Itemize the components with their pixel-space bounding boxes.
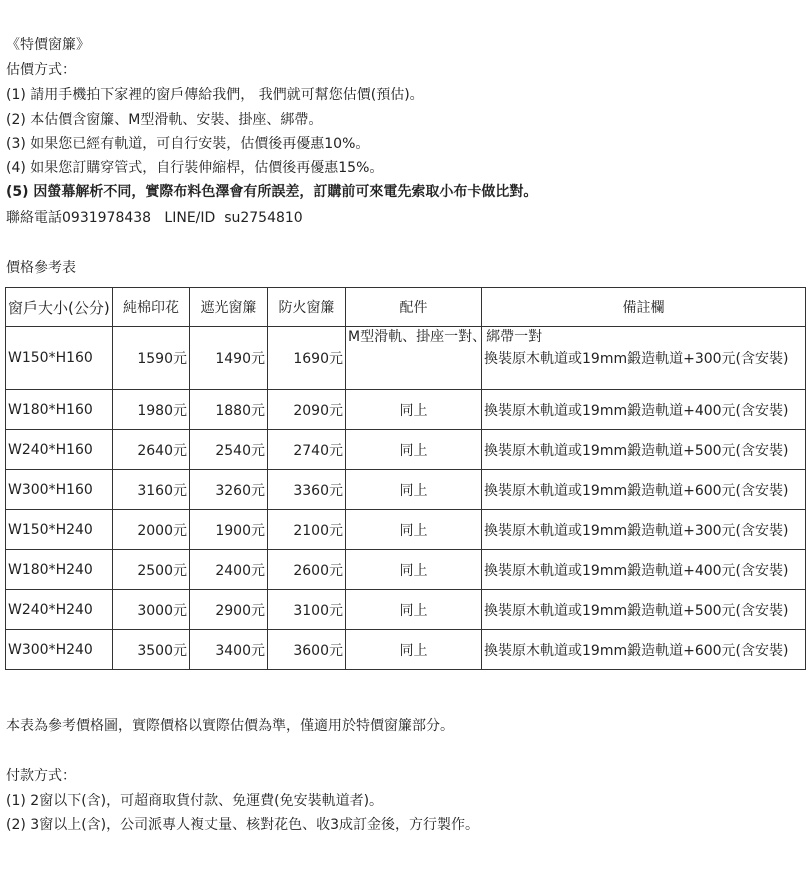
table-row (6, 630, 806, 670)
cell-cotton-price: 3500元 (113, 630, 190, 670)
header-fireproof: 防火窗簾 (268, 288, 346, 327)
cell-fireproof-price: 1690元 (268, 327, 346, 390)
cell-accessories: 同上 (346, 590, 482, 630)
cell-note: 換裝原木軌道或19mm鍛造軌道+600元(含安裝) (482, 630, 806, 670)
estimate-item-4: (4) 如果您訂購穿管式，自行裝伸縮桿，估價後再優惠15%。 (6, 160, 384, 176)
cell-fireproof-price: 3600元 (268, 630, 346, 670)
cell-accessories: 同上 (346, 550, 482, 590)
table-row (6, 510, 806, 550)
cell-blackout-price: 2900元 (190, 590, 268, 630)
payment-heading: 付款方式： (6, 768, 76, 784)
header-accessories: 配件 (346, 288, 482, 327)
cell-size: W180*H240 (6, 550, 113, 590)
header-cotton-print: 純棉印花 (113, 288, 190, 327)
cell-size: W150*H240 (6, 510, 113, 550)
cell-accessories: 同上 (346, 630, 482, 670)
page-title: 《特價窗簾》 (6, 37, 90, 53)
table-header-row (6, 288, 806, 327)
cell-size: W180*H160 (6, 390, 113, 430)
header-blackout: 遮光窗簾 (190, 288, 268, 327)
cell-fireproof-price: 2100元 (268, 510, 346, 550)
cell-fireproof-price: 2740元 (268, 430, 346, 470)
cell-note: 換裝原木軌道或19mm鍛造軌道+300元(含安裝) (482, 510, 806, 550)
cell-size: W300*H240 (6, 630, 113, 670)
cell-fireproof-price: 2600元 (268, 550, 346, 590)
cell-cotton-price: 2640元 (113, 430, 190, 470)
estimate-item-1: (1) 請用手機拍下家裡的窗戶傳給我們， 我們就可幫您估價(預估)。 (6, 87, 424, 103)
cell-accessories: 同上 (346, 470, 482, 510)
cell-note: 換裝原木軌道或19mm鍛造軌道+400元(含安裝) (482, 390, 806, 430)
cell-accessories: 同上 (346, 430, 482, 470)
header-window-size: 窗戶大小(公分) (6, 288, 113, 327)
cell-blackout-price: 3400元 (190, 630, 268, 670)
cell-cotton-price: 1980元 (113, 390, 190, 430)
cell-fireproof-price: 2090元 (268, 390, 346, 430)
cell-note: 換裝原木軌道或19mm鍛造軌道+600元(含安裝) (482, 470, 806, 510)
cell-cotton-price: 2000元 (113, 510, 190, 550)
estimate-heading: 估價方式： (6, 62, 76, 78)
cell-size: W150*H160 (6, 327, 113, 390)
table-row (6, 470, 806, 510)
cell-accessories: M型滑軌、掛座一對、綁帶一對 (346, 327, 482, 390)
table-row (6, 550, 806, 590)
price-table (5, 287, 806, 670)
estimate-item-2: (2) 本估價含窗簾、M型滑軌、安裝、掛座、綁帶。 (6, 112, 323, 128)
cell-blackout-price: 1880元 (190, 390, 268, 430)
table-row (6, 327, 806, 390)
cell-blackout-price: 1900元 (190, 510, 268, 550)
table-row (6, 430, 806, 470)
cell-accessories: 同上 (346, 510, 482, 550)
table-footnote: 本表為參考價格圖，實際價格以實際估價為準，僅適用於特價窗簾部分。 (6, 718, 454, 734)
table-row (6, 390, 806, 430)
cell-size: W300*H160 (6, 470, 113, 510)
cell-blackout-price: 3260元 (190, 470, 268, 510)
cell-cotton-price: 1590元 (113, 327, 190, 390)
table-row (6, 590, 806, 630)
cell-note: 換裝原木軌道或19mm鍛造軌道+500元(含安裝) (482, 430, 806, 470)
header-notes: 備註欄 (482, 288, 806, 327)
estimate-item-3: (3) 如果您已經有軌道，可自行安裝，估價後再優惠10%。 (6, 136, 370, 152)
cell-blackout-price: 2400元 (190, 550, 268, 590)
payment-item-2: (2) 3窗以上(含)，公司派專人複丈量、核對花色、收3成訂金後，方行製作。 (6, 817, 480, 833)
cell-note: 換裝原木軌道或19mm鍛造軌道+400元(含安裝) (482, 550, 806, 590)
cell-fireproof-price: 3100元 (268, 590, 346, 630)
cell-size: W240*H160 (6, 430, 113, 470)
cell-cotton-price: 3160元 (113, 470, 190, 510)
cell-note: 換裝原木軌道或19mm鍛造軌道+300元(含安裝) (482, 327, 806, 390)
payment-item-1: (1) 2窗以下(含)，可超商取貨付款、免運費(免安裝軌道者)。 (6, 793, 384, 809)
contact-info: 聯絡電話0931978438 LINE/ID su2754810 (6, 210, 303, 226)
cell-blackout-price: 2540元 (190, 430, 268, 470)
cell-cotton-price: 2500元 (113, 550, 190, 590)
estimate-item-5: (5) 因螢幕解析不同，實際布料色澤會有所誤差，訂購前可來電先索取小布卡做比對。 (6, 184, 538, 200)
cell-size: W240*H240 (6, 590, 113, 630)
cell-accessories: 同上 (346, 390, 482, 430)
cell-note: 換裝原木軌道或19mm鍛造軌道+500元(含安裝) (482, 590, 806, 630)
cell-cotton-price: 3000元 (113, 590, 190, 630)
cell-blackout-price: 1490元 (190, 327, 268, 390)
cell-fireproof-price: 3360元 (268, 470, 346, 510)
table-caption: 價格參考表 (6, 260, 76, 276)
